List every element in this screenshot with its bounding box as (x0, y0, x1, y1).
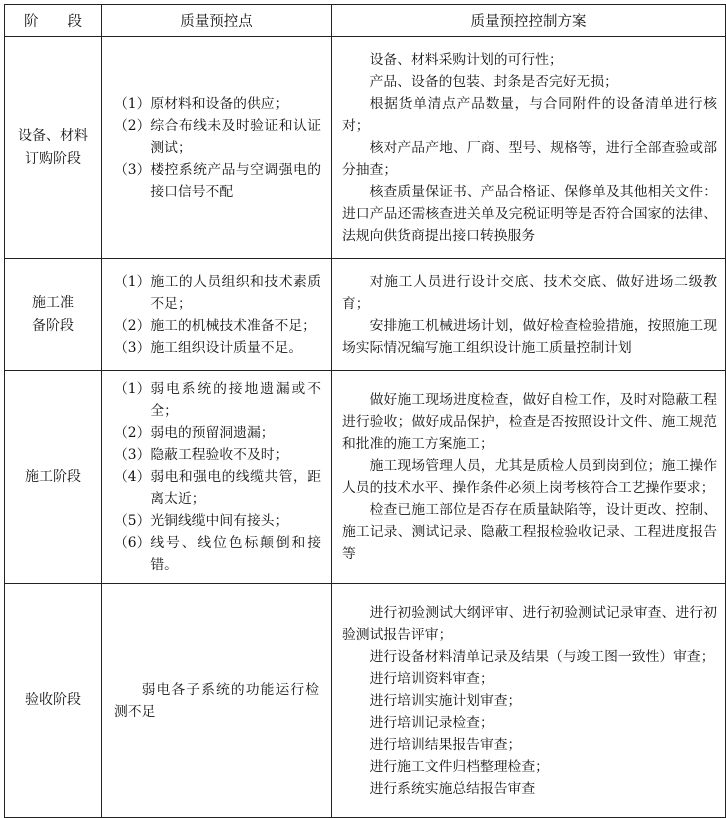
item-number: （5） (114, 513, 151, 529)
list-item (114, 337, 321, 359)
plan-paragraph: 核查质量保证书、产品合格证、保修单及其他相关文件：进口产品还需核查进关单及完税证明等是否符合国家的法律、法规向供货商提出接口转换服务 (342, 183, 717, 244)
plan-paragraph: 进行系统实施总结报告审查 (369, 780, 536, 797)
plan-cell (332, 371, 726, 584)
stage-cell (5, 259, 102, 371)
stage-line: 订购阶段 (25, 150, 81, 167)
item-text: 弱电的预留洞遗漏； (150, 425, 275, 441)
plan-paragraph: 进行培训资料审查； (369, 670, 494, 687)
plan-paragraph: 施工现场管理人员，尤其是质检人员到岗到位；施工操作人员的技术水平、操作条件必须上岗考核符合工艺操作要求； (342, 458, 717, 496)
item-text: 施工组织设计质量不足。 (150, 339, 303, 356)
quality-control-table (4, 4, 726, 818)
plan-paragraph: 进行施工文件归档整理检查； (369, 758, 549, 775)
plan-paragraph: 进行培训结果报告审查； (369, 736, 522, 753)
item-text: 施工的人员组织和技术素质不足； (150, 273, 321, 312)
header-plan: 质量预控控制方案 (332, 5, 726, 37)
item-text: 隐蔽工程验收不及时； (150, 447, 289, 463)
item-text: 弱电和强电的线缆共管，距离太近； (150, 469, 321, 507)
plan-paragraph: 设备、材料采购计划的可行性； (369, 51, 563, 68)
item-number: （2） (114, 425, 151, 441)
list-item (114, 93, 321, 115)
list-item (114, 378, 321, 422)
stage-line: 备阶段 (32, 317, 74, 334)
item-number: （4） (114, 469, 151, 485)
points-cell (102, 371, 332, 584)
plan-cell (332, 37, 726, 259)
table-row (5, 584, 726, 818)
header-row (5, 5, 726, 37)
points-cell (102, 37, 332, 259)
list-item (114, 422, 321, 444)
plan-cell (332, 259, 726, 371)
plan-cell (332, 584, 726, 818)
stage-line: 施工准 (32, 294, 74, 311)
list-item (114, 159, 321, 203)
stage-cell (5, 584, 102, 818)
list-item (114, 115, 321, 159)
item-text: 综合布线未及时验证和认证测试； (150, 117, 321, 156)
item-number: （2） (114, 117, 151, 134)
table-row (5, 259, 726, 371)
plan-paragraph: 进行培训实施计划审查； (369, 692, 522, 709)
item-text: 楼控系统产品与空调强电的接口信号不配 (150, 161, 321, 200)
points-cell (102, 259, 332, 371)
list-item (114, 532, 321, 576)
header-points: 质量预控点 (102, 5, 332, 37)
item-number: （3） (114, 447, 151, 463)
item-number: （1） (114, 273, 151, 290)
list-item (114, 510, 321, 532)
stage-cell (5, 37, 102, 259)
item-text: 弱电系统的接地遗漏或不全； (150, 381, 321, 419)
list-item (114, 315, 321, 337)
item-text: 线号、线位色标颠倒和接错。 (150, 535, 321, 573)
table-row (5, 371, 726, 584)
item-text: 原材料和设备的供应； (150, 95, 289, 112)
stage-line: 设备、材料 (18, 127, 88, 144)
plan-paragraph: 安排施工机械进场计划，做好检查检验措施，按照施工现场实际情况编写施工组织设计施工质量控制计划 (342, 317, 717, 356)
item-number: （3） (114, 161, 151, 178)
plan-paragraph: 进行培训记录检查； (369, 714, 494, 731)
points-cell: 弱电各子系统的功能运行检测不足 (102, 584, 332, 818)
plan-paragraph: 核对产品产地、厂商、型号、规格等，进行全部查验或部分抽查； (342, 139, 717, 178)
plan-paragraph: 做好施工现场进度检查，做好自检工作，及时对隐蔽工程进行验收；做好成品保护，检查是否按照设计文件、施工规范和批准的施工方案施工； (342, 392, 717, 452)
stage-cell (5, 371, 102, 584)
plan-paragraph: 根据货单清点产品数量，与合同附件的设备清单进行核对； (342, 95, 717, 134)
item-number: （1） (114, 381, 151, 397)
plan-paragraph: 进行设备材料清单记录及结果（与竣工图一致性）审查； (369, 648, 715, 665)
plan-paragraph: 进行初验测试大纲评审、进行初验测试记录审查、进行初验测试报告评审； (342, 604, 717, 643)
item-number: （3） (114, 339, 151, 356)
stage-line: 验收阶段 (25, 692, 81, 708)
item-number: （6） (114, 535, 151, 551)
plan-paragraph: 检查已施工部位是否存在质量缺陷等，设计更改、控制、施工记录、测试记录、隐蔽工程报检验收记录、工程进度报告等 (342, 502, 717, 562)
stage-line: 施工阶段 (25, 468, 81, 485)
plan-paragraph: 产品、设备的包装、封条是否完好无损； (369, 73, 618, 90)
list-item (114, 466, 321, 510)
item-number: （2） (114, 317, 151, 334)
item-number: （1） (114, 95, 151, 112)
item-text: 施工的机械技术准备不足； (150, 317, 316, 334)
list-item (114, 444, 321, 466)
item-text: 光铜线缆中间有接头； (150, 513, 289, 529)
plan-paragraph: 对施工人员进行设计交底、技术交底、做好进场二级教育； (342, 273, 717, 312)
header-stage: 阶 段 (5, 5, 102, 37)
table-row (5, 37, 726, 259)
list-item (114, 271, 321, 315)
